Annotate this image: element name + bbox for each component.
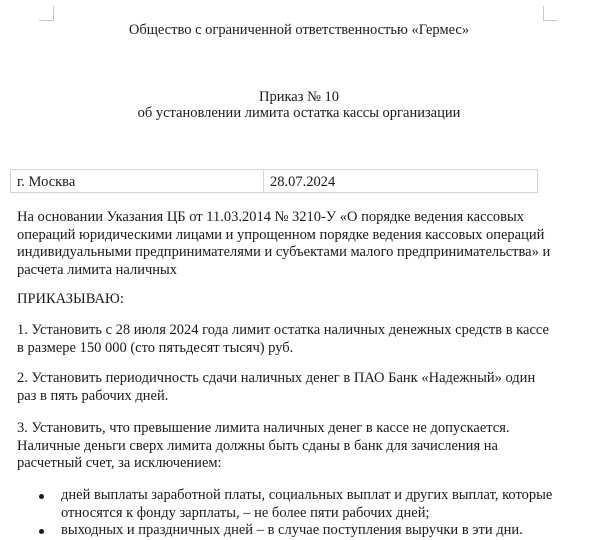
- list-item-text: дней выплаты заработной платы, социальных выплат и других выплат, которые относятся к фонду зарплаты, – не более пяти рабочих дней;: [61, 487, 553, 521]
- list-item-text: выходных и праздничных дней – в случае поступления выручки в эти дни.: [61, 522, 523, 538]
- exceptions-list: [17, 487, 557, 540]
- bullet-icon: [39, 494, 44, 499]
- city-cell: г. Москва: [11, 170, 264, 193]
- item-3-paragraph: 3. Установить, что превышение лимита наличных денег в кассе не допускается. Наличные деньги сверх лимита должны быть сданы в банк для зачисления на расчетный счет, за исключением:: [17, 420, 510, 471]
- table-row: [11, 170, 538, 193]
- bullet-icon: [39, 529, 44, 534]
- organization-name: Общество с ограниченной ответственностью «Гермес»: [128, 22, 470, 38]
- order-title: Приказ № 10: [258, 89, 340, 105]
- order-subtitle: об установлении лимита остатка кассы организации: [137, 105, 461, 121]
- list-item: [17, 487, 557, 522]
- page-corner-mark-left: [39, 6, 54, 21]
- page-corner-mark-right: [543, 6, 558, 21]
- item-2-paragraph: 2. Установить периодичность сдачи наличных денег в ПАО Банк «Надежный» один раз в пять рабочих дней.: [17, 370, 536, 404]
- date-cell: 28.07.2024: [264, 170, 538, 193]
- item-1-paragraph: 1. Установить с 28 июля 2024 года лимит остатка наличных денежных средств в кассе в размере 150 000 (сто пятьдесят тысяч) руб.: [17, 322, 549, 356]
- intro-paragraph: На основании Указания ЦБ от 11.03.2014 № 3210-У «О порядке ведения кассовых операций юридическими лицами и упрощенном порядке ведения кассовых операций индивидуальными предпринимателями и субъектами малого предпринимательства» и расчета лимита наличных: [17, 209, 551, 278]
- place-date-table: [10, 169, 538, 193]
- order-word: ПРИКАЗЫВАЮ:: [17, 291, 124, 307]
